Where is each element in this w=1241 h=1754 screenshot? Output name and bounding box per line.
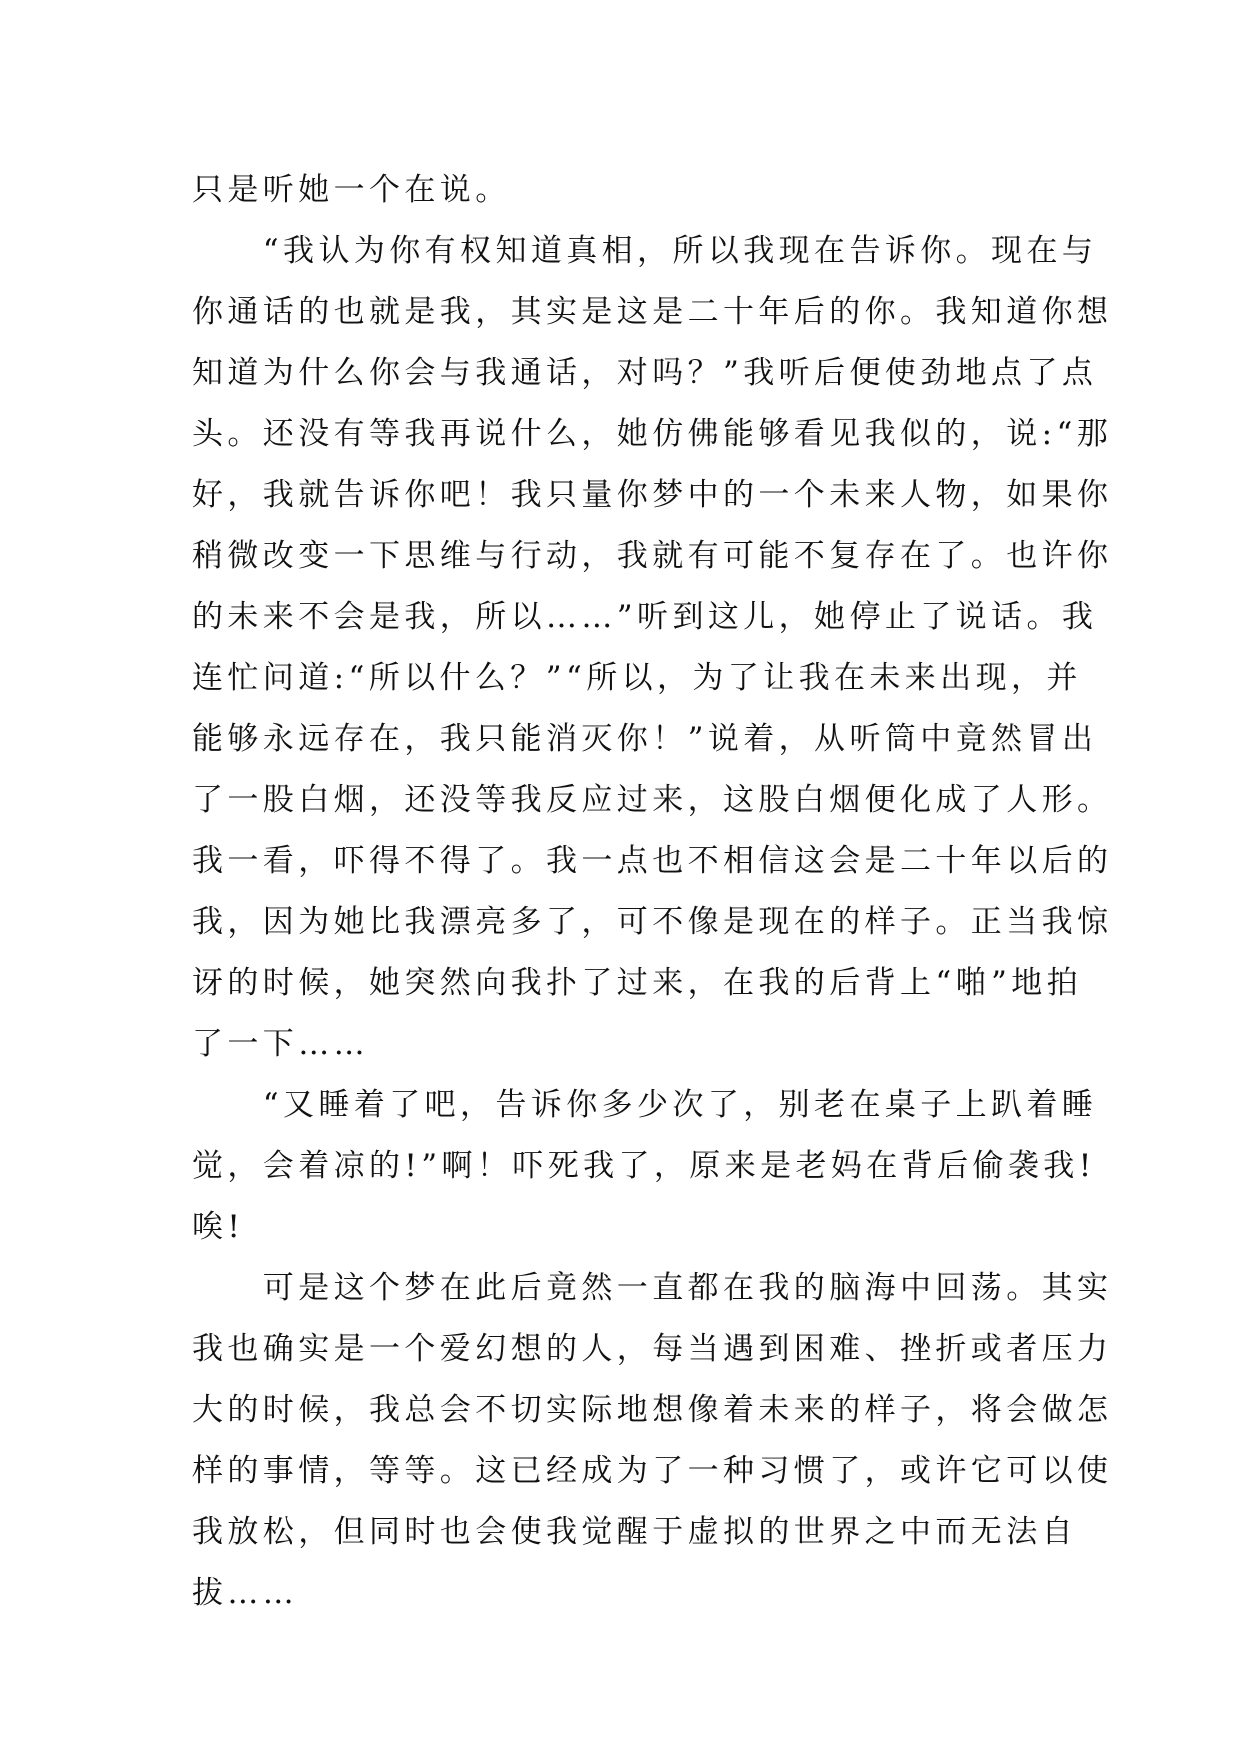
text-line: 好，我就告诉你吧！我只量你梦中的一个未来人物，如果你: [192, 477, 1113, 513]
text-line: 大的时候，我总会不切实际地想像着未来的样子，将会做怎: [192, 1392, 1113, 1428]
text-line: 我一看，吓得不得了。我一点也不相信这会是二十年以后的: [192, 843, 1113, 879]
text-line: 只是听她一个在说。: [192, 172, 511, 208]
text-line: 觉，会着凉的!”啊！吓死我了，原来是老妈在背后偷袭我!: [192, 1148, 1096, 1184]
text-line: 我放松，但同时也会使我觉醒于虚拟的世界之中而无法自: [192, 1514, 1077, 1550]
text-line: 讶的时候，她突然向我扑了过来，在我的后背上“啪”地拍: [192, 965, 1083, 1001]
text-line: 拔……: [192, 1575, 299, 1611]
text-line: 我也确实是一个爱幻想的人，每当遇到困难、挫折或者压力: [192, 1331, 1113, 1367]
text-line: 可是这个梦在此后竟然一直都在我的脑海中回荡。其实: [192, 1270, 1113, 1306]
text-line: 唉!: [192, 1209, 245, 1245]
text-line: 知道为什么你会与我通话，对吗？”我听后便使劲地点了点: [192, 355, 1098, 391]
text-line: 样的事情，等等。这已经成为了一种习惯了，或许它可以使: [192, 1453, 1113, 1489]
text-line: 了一下……: [192, 1026, 369, 1062]
text-line: 头。还没有等我再说什么，她仿佛能够看见我似的，说:“那: [192, 416, 1113, 452]
text-line: 稍微改变一下思维与行动，我就有可能不复存在了。也许你: [192, 538, 1113, 574]
text-line: 了一股白烟，还没等我反应过来，这股白烟便化成了人形。: [192, 782, 1113, 818]
body-text: [192, 160, 1113, 1624]
text-line: “又睡着了吧，告诉你多少次了，别老在桌子上趴着睡: [192, 1087, 1098, 1123]
text-line: 连忙问道:“所以什么？”“所以，为了让我在未来出现，并: [192, 660, 1082, 696]
text-line: 能够永远存在，我只能消灭你！”说着，从听筒中竟然冒出: [192, 721, 1098, 757]
text-line: 我，因为她比我漂亮多了，可不像是现在的样子。正当我惊: [192, 904, 1113, 940]
text-line: “我认为你有权知道真相，所以我现在告诉你。现在与: [192, 233, 1098, 269]
text-line: 的未来不会是我，所以……”听到这儿，她停止了说话。我: [192, 599, 1098, 635]
text-line: 你通话的也就是我，其实是这是二十年后的你。我知道你想: [192, 294, 1113, 330]
